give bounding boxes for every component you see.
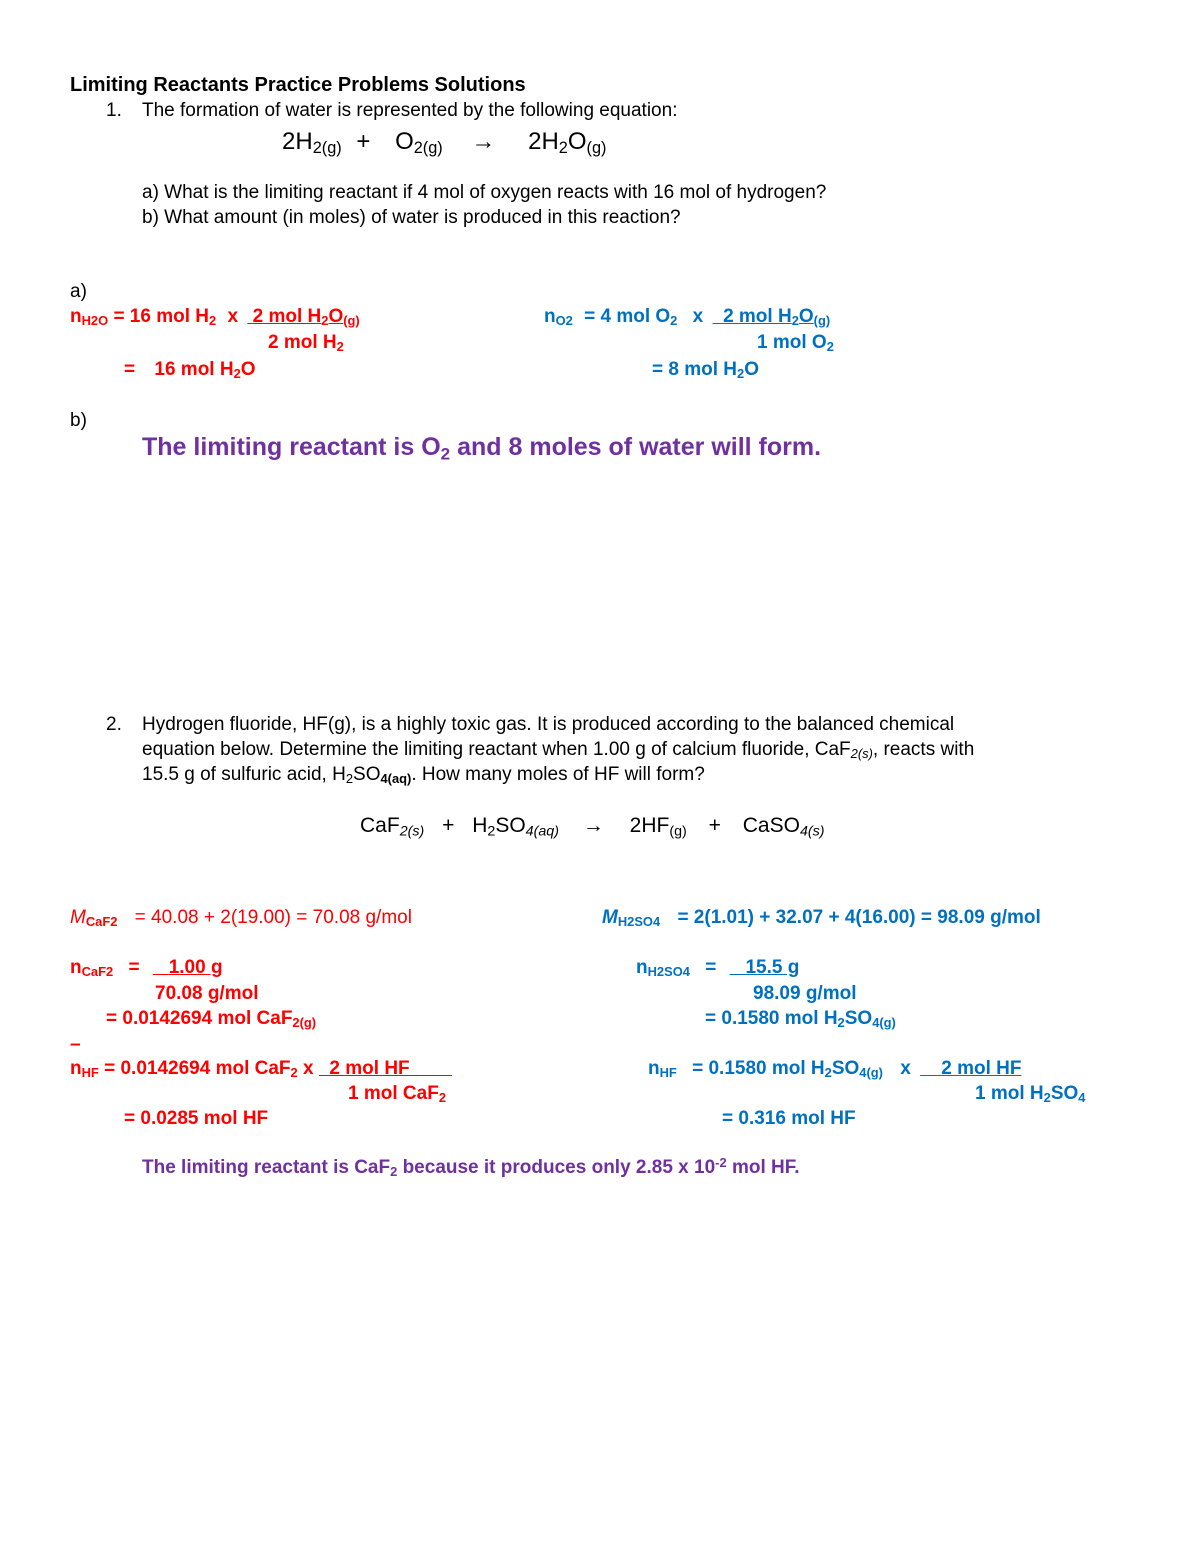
- answer-b-label: b): [70, 410, 87, 431]
- no2-calculation: $n_{O2} = 4$ mol $O_2$ x 2 mol $H_2O_{(g)}$: [544, 306, 831, 329]
- ncaf2-calculation: $n_{CaF2}$ = 1.00 g: [70, 957, 223, 980]
- question-2-equation: $CaF_{2(s)} + H_2SO_{4(aq)} \to 2HF_{(g)}$ + CaSO$_{4(s)}$: [360, 814, 825, 840]
- molar-mass-caf2: $M_{CaF2} = 40.08 + 2(19.00) = 70.08$ g/mol: [70, 907, 412, 930]
- nhf-h2so4-calculation: $n_{HF} = 0.1580$ mol $H_2SO_{4(g)}$ x 2 mol HF: [648, 1058, 1022, 1081]
- dash-mark: –: [70, 1034, 81, 1055]
- question-1-prompt: The formation of water is represented by the following equation:: [142, 100, 678, 121]
- question-2-conclusion: The limiting reactant is CaF$_2$ because it produces only 2.85 x $10^{-2}$ mol HF.: [142, 1155, 800, 1180]
- answer-a-label: a): [70, 281, 87, 302]
- question-1-number: 1.: [106, 100, 122, 121]
- question-2-line-2: equation below. Determine the limiting reactant when 1.00 g of calcium fluoride, CaF$_{2(s)}$, reacts with: [142, 739, 975, 762]
- nh2so4-calculation: $n_{H2SO4}$ = 15.5 g: [636, 957, 800, 980]
- nh2so4-denominator: 98.09 g/mol: [753, 983, 857, 1004]
- nhf-caf2-result: = 0.0285 mol HF: [124, 1108, 269, 1129]
- nh2o-denominator: 2 mol $H_2$: [268, 332, 344, 355]
- molar-mass-h2so4: $M_{H2SO4} = 2(1.01) + 32.07 + 4(16.00) = 98.09$ g/mol: [602, 907, 1041, 930]
- question-1-equation: $2H_{2(g)} + O_{2(g)} \to 2H_2O_{(g)}$: [282, 128, 607, 158]
- question-1b-text: b) What amount (in moles) of water is produced in this reaction?: [142, 207, 681, 228]
- nh2o-result: = 16 mol $H_2O$: [124, 359, 256, 382]
- nhf-h2so4-denominator: 1 mol $H_2SO_4$: [975, 1083, 1086, 1106]
- ncaf2-denominator: 70.08 g/mol: [155, 983, 259, 1004]
- ncaf2-result: = 0.0142694 mol CaF$_{2(g)}$: [106, 1008, 317, 1031]
- page-title: Limiting Reactants Practice Problems Solutions: [70, 74, 526, 96]
- nhf-h2so4-result: = 0.316 mol HF: [722, 1108, 856, 1129]
- question-1-conclusion: The limiting reactant is $O_2$ and 8 moles of water will form.: [142, 433, 822, 464]
- no2-denominator: 1 mol $O_2$: [757, 332, 834, 355]
- question-2-line-1: Hydrogen fluoride, HF(g), is a highly toxic gas. It is produced according to the balanced chemical: [142, 714, 955, 735]
- nh2o-calculation: $n_{H2O} = 16$ mol $H_2$ x 2 mol $H_2O_{(g)}$: [70, 306, 360, 329]
- no2-result: = 8 mol $H_2O$: [652, 359, 759, 382]
- nh2so4-result: = 0.1580 mol $H_2SO_{4(g)}$: [705, 1008, 896, 1031]
- nhf-caf2-denominator: 1 mol CaF$_2$: [348, 1083, 446, 1106]
- question-2-number: 2.: [106, 714, 122, 735]
- question-1a-text: a) What is the limiting reactant if 4 mol of oxygen reacts with 16 mol of hydrogen?: [142, 182, 827, 203]
- nhf-caf2-calculation: $n_{HF} = 0.0142694$ mol CaF$_2$ x 2 mol HF: [70, 1058, 410, 1081]
- question-2-line-3: 15.5 g of sulfuric acid, $H_2SO_{4(aq)}$. How many moles of HF will form?: [142, 764, 705, 787]
